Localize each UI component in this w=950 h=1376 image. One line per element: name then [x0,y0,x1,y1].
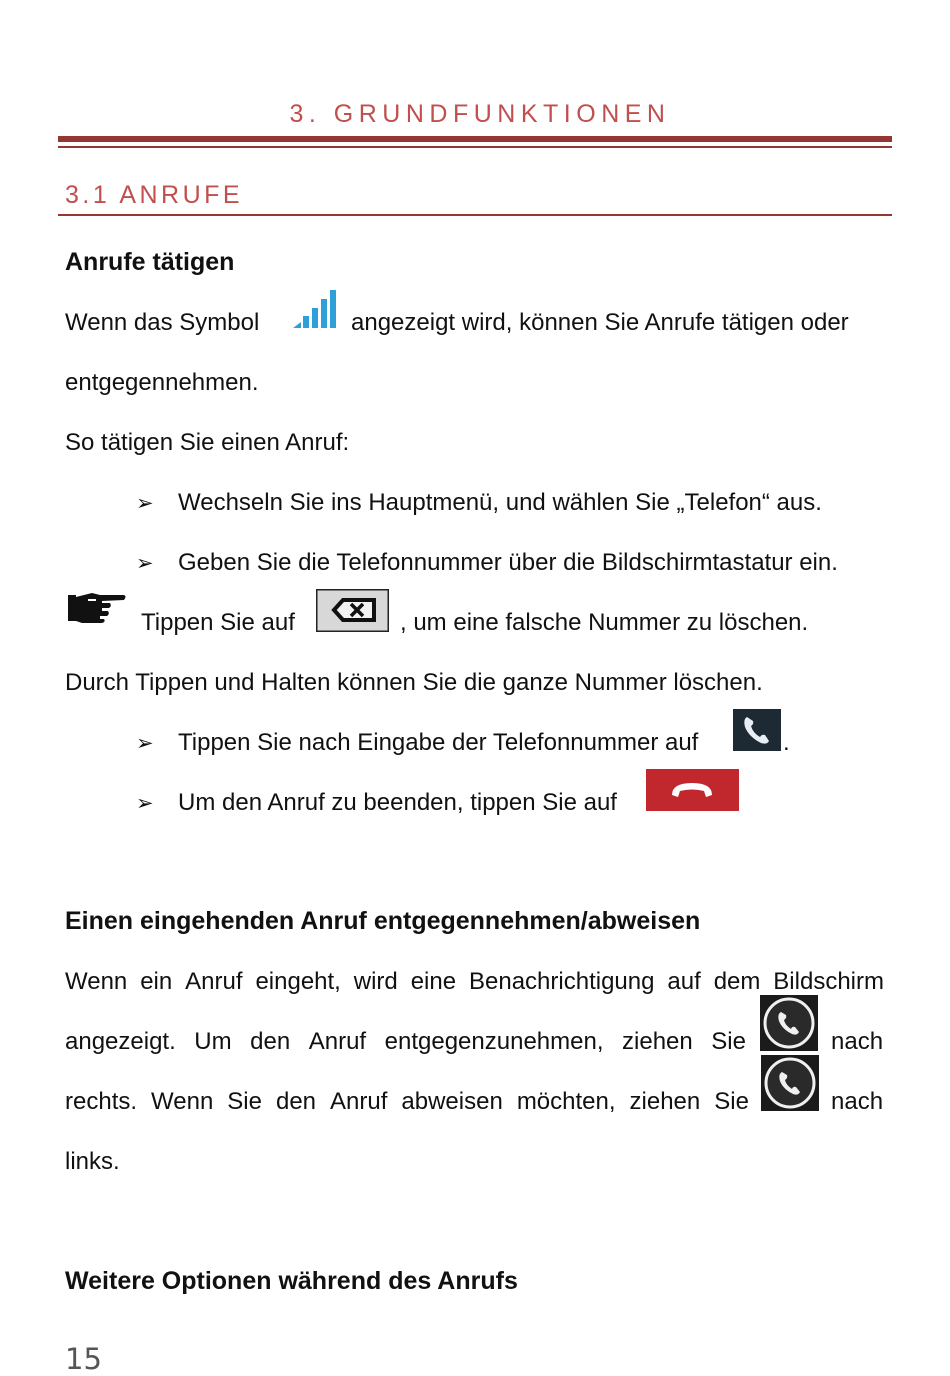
tip-text-line2: Durch Tippen und Halten können Sie die ganze Nummer löschen. [65,669,763,696]
word: möchten, [516,1088,616,1115]
heading-more-options: Weitere Optionen während des Anrufs [65,1267,518,1295]
word: Benachrichtigung [469,968,655,995]
tip-text-part1: Tippen Sie auf [141,609,295,636]
incoming-line-2 [65,1028,746,1056]
word: Um [194,1028,232,1055]
bullet-4-text: Um den Anruf zu beenden, tippen Sie auf [178,789,617,816]
pointing-hand-icon [66,589,128,629]
incoming-line-1 [65,968,884,996]
how-to-text: So tätigen Sie einen Anruf: [65,429,350,456]
incoming-line-2-end: nach [831,1028,884,1055]
incoming-line-4: links. [65,1148,120,1175]
word: dem [713,968,761,995]
incoming-line-3 [65,1088,749,1116]
intro-text-part3: entgegennehmen. [65,369,259,396]
bullet-arrow-icon: ➢ [136,732,154,755]
bullet-arrow-icon: ➢ [136,492,154,515]
intro-text-part2: angezeigt wird, können Sie Anrufe tätigen oder [351,309,849,336]
tip-text-part2: , um eine falsche Nummer zu löschen. [400,609,809,636]
word: Sie [711,1028,746,1055]
signal-strength-icon [291,288,339,330]
word: eingeht, [255,968,341,995]
word: ziehen [629,1088,701,1115]
word: Anruf [185,968,243,995]
incoming-line-3-end: nach [831,1088,884,1115]
word: abweisen [401,1088,503,1115]
word: Bildschirm [773,968,884,995]
heading-making-calls: Anrufe tätigen [65,248,235,276]
word: auf [667,968,701,995]
word: ein [140,968,173,995]
heading-incoming-call: Einen eingehenden Anruf entgegennehmen/abweisen [65,907,701,935]
chapter-rule-thick [58,136,892,142]
word: Wenn [65,968,128,995]
word: Anruf [308,1028,367,1055]
word: den [275,1088,317,1115]
reject-slider-icon [761,1055,819,1111]
bullet-1-text: Wechseln Sie ins Hauptmenü, und wählen Sie „Telefon“ aus. [178,489,822,516]
page-number: 15 [65,1342,102,1376]
bullet-3-end: . [783,729,790,756]
bullet-arrow-icon: ➢ [136,792,154,815]
call-button-icon [733,709,781,751]
word: Anruf [330,1088,388,1115]
word: entgegenzunehmen, [384,1028,604,1055]
backspace-delete-icon [316,589,389,632]
chapter-title: 3. GRUNDFUNKTIONEN [289,100,671,128]
word: eine [410,968,457,995]
section-rule [58,214,892,216]
intro-text-part1: Wenn das Symbol [65,309,260,336]
bullet-2-text: Geben Sie die Telefonnummer über die Bildschirmtastatur ein. [178,549,838,576]
answer-slider-icon [760,995,818,1051]
word: wird [353,968,398,995]
word: angezeigt. [65,1028,176,1055]
bullet-arrow-icon: ➢ [136,552,154,575]
word: ziehen [622,1028,693,1055]
word: Wenn [151,1088,214,1115]
word: rechts. [65,1088,138,1115]
end-call-button-icon [646,769,739,811]
word: Sie [227,1088,262,1115]
word: Sie [714,1088,749,1115]
section-title: 3.1 ANRUFE [65,181,244,209]
chapter-rule-thin [58,146,892,148]
word: den [250,1028,291,1055]
bullet-3-text: Tippen Sie nach Eingabe der Telefonnummer auf [178,729,699,756]
